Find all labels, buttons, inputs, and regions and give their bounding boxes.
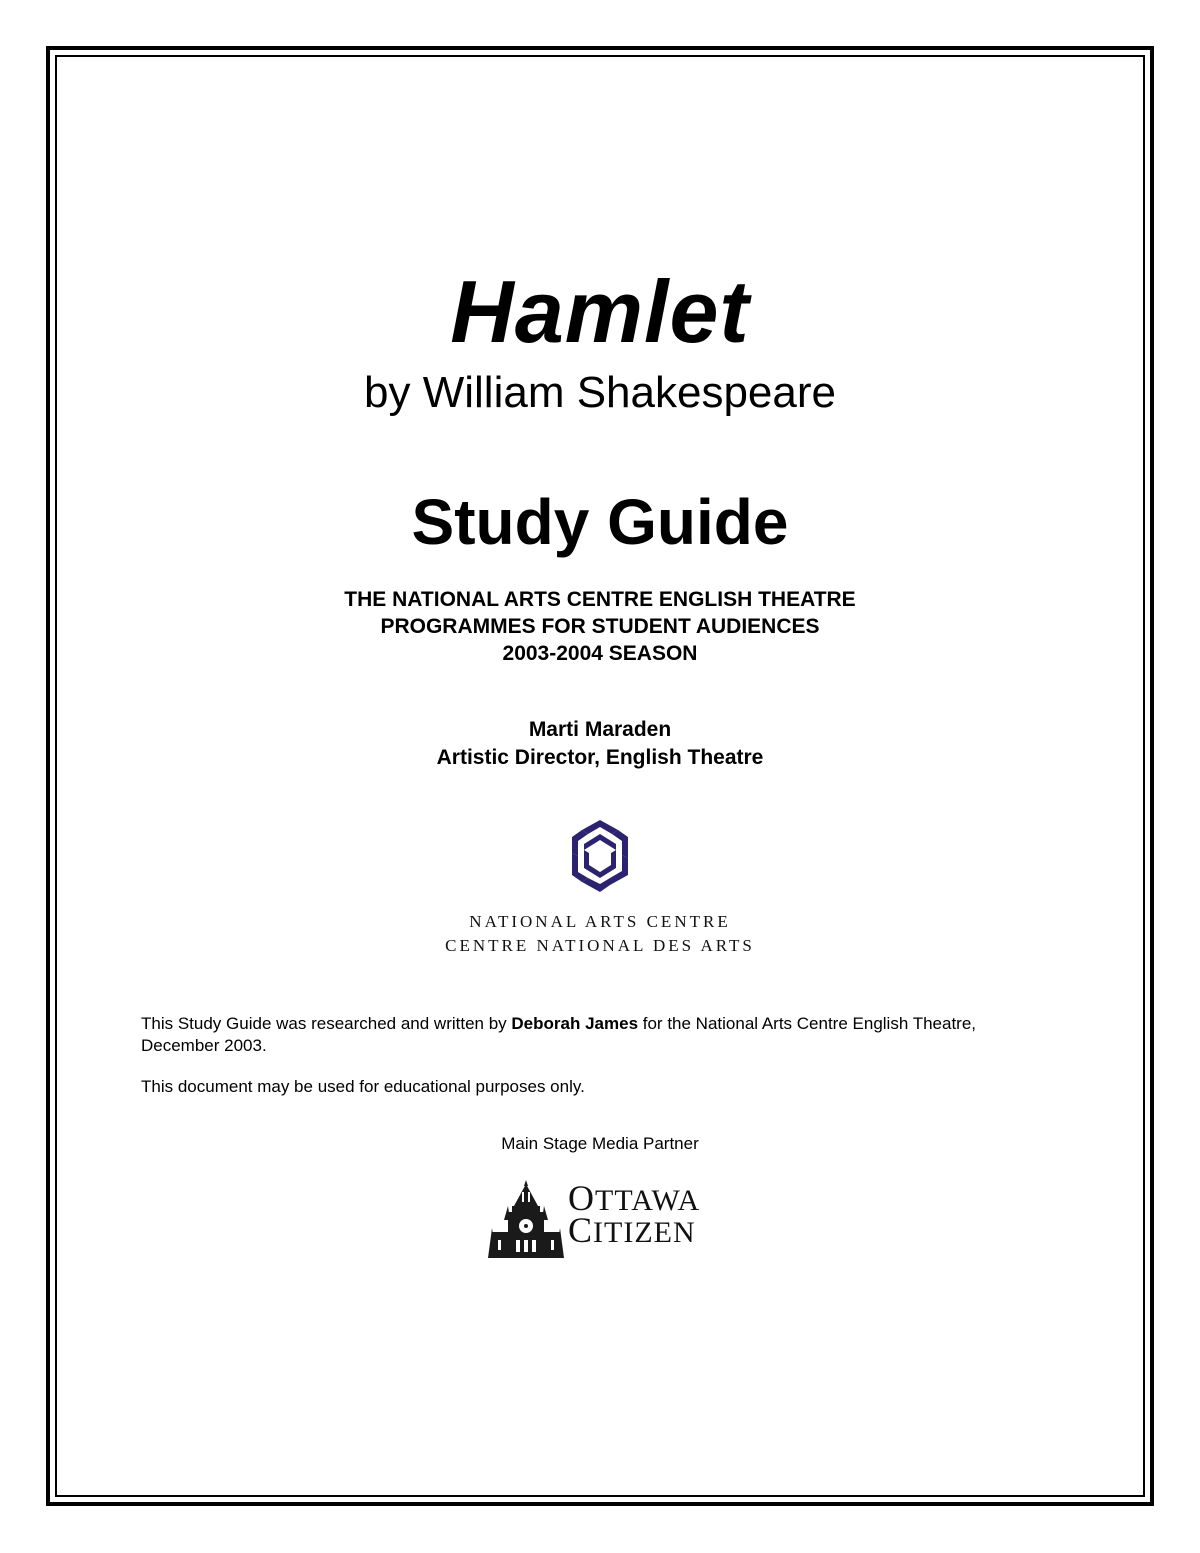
wordmark-rest: TTAWA [595, 1184, 701, 1217]
credits-author: Deborah James [511, 1014, 639, 1033]
wordmark-cap: O [568, 1178, 595, 1218]
nac-wordmark [0, 910, 1200, 958]
organization-line: THE NATIONAL ARTS CENTRE ENGLISH THEATRE [344, 588, 856, 611]
wordmark-cap: C [568, 1210, 594, 1250]
document-title: Hamlet [450, 262, 750, 361]
director-name: Marti Maraden [528, 718, 672, 741]
season-line: 2003-2004 SEASON [502, 642, 698, 665]
nac-wordmark-en: NATIONAL ARTS CENTRE [469, 912, 731, 931]
organization-line: PROGRAMMES FOR STUDENT AUDIENCES [380, 615, 820, 638]
organization-block [0, 586, 1200, 667]
nac-hexagon-logo-icon [562, 818, 638, 894]
nac-wordmark-fr: CENTRE NATIONAL DES ARTS [445, 936, 755, 955]
credits-text-before: This Study Guide was researched and written by [141, 1014, 512, 1033]
ottawa-citizen-logo [484, 1176, 716, 1260]
document-subtitle: Study Guide [411, 486, 789, 558]
usage-note: This document may be used for educational purposes only. [141, 1077, 585, 1096]
credits-paragraph [141, 1013, 1041, 1057]
peace-tower-icon [484, 1176, 568, 1260]
credits-text-after: for the National Arts Centre English Theatre, December 2003. [141, 1014, 977, 1055]
author-line: by William Shakespeare [364, 368, 836, 417]
director-role: Artistic Director, English Theatre [436, 746, 764, 769]
partner-label: Main Stage Media Partner [501, 1134, 699, 1153]
director-block [0, 716, 1200, 772]
ottawa-citizen-wordmark [568, 1178, 701, 1250]
wordmark-rest: ITIZEN [593, 1216, 696, 1249]
